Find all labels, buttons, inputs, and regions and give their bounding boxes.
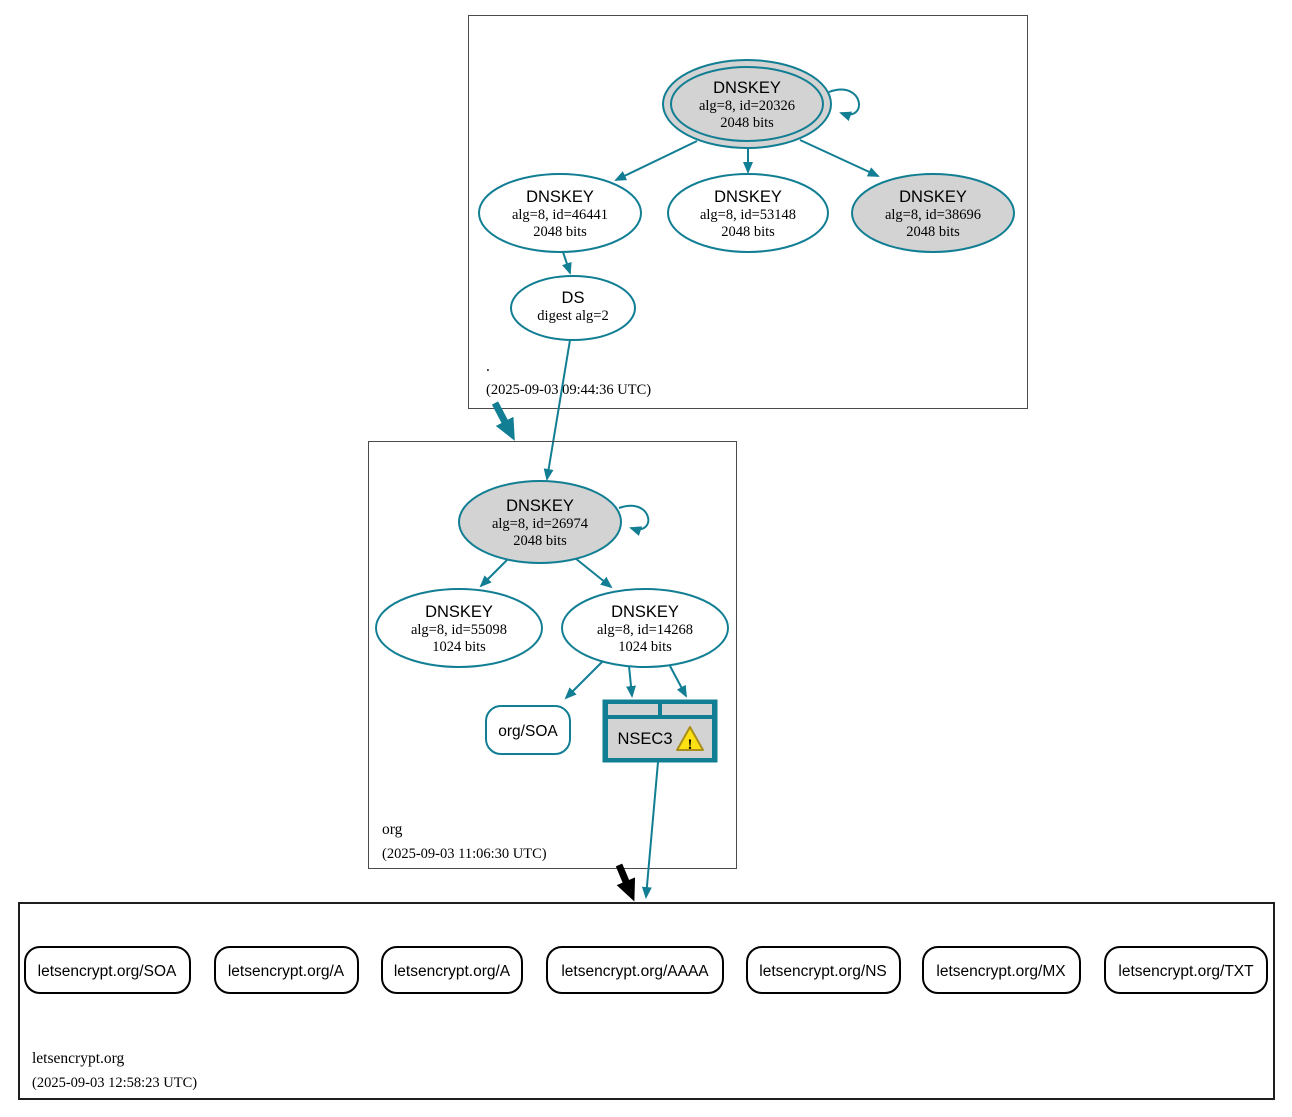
node-root-dnskey-53148[interactable] [668,174,828,252]
edge-key14268-to-nsec3-left [629,666,632,696]
edge-delegation-root-to-org [495,403,506,424]
node-bits: 2048 bits [533,224,587,240]
edge-org-ksk-to-key14268 [575,558,611,587]
node-bits: 2048 bits [721,224,775,240]
node-title: DNSKEY [713,79,781,97]
zone-org [369,442,737,869]
edge-key14268-to-org-soa [566,661,603,698]
nsec3-header-cell-right [662,704,712,715]
node-alg: alg=8, id=38696 [884,207,982,223]
org-ksk-self-sign-loop-arrow [619,506,648,530]
node-bits: 1024 bits [618,639,672,655]
edge-key14268-to-nsec3-right [670,666,686,696]
zone-letsencrypt-timestamp: (2025-09-03 12:58:23 UTC) [32,1075,198,1091]
zone-letsencrypt-border [19,903,1274,1099]
node-title: DNSKEY [899,188,967,206]
rrset-node-soa[interactable] [25,947,190,993]
node-root-ds[interactable] [511,276,635,340]
node-bits: 2048 bits [720,115,774,131]
edge-nsec3-to-letsencrypt [646,762,658,897]
rrset-node-ns[interactable] [747,947,900,993]
node-title: DNSKEY [611,603,679,621]
zone-root-timestamp: (2025-09-03 09:44:36 UTC) [486,382,652,398]
edge-key46441-to-ds [563,252,570,273]
rrset-label: letsencrypt.org/NS [759,963,887,980]
rrset-label: letsencrypt.org/A [393,963,511,980]
zone-root-label: . [486,358,490,375]
warning-exclamation: ! [687,737,693,753]
node-root-dnskey-46441[interactable] [479,174,641,252]
zone-org-timestamp: (2025-09-03 11:06:30 UTC) [382,846,547,862]
node-root-dnskey-20326[interactable] [663,60,831,148]
node-org-dnskey-14268[interactable] [562,589,728,667]
node-alg: alg=8, id=20326 [698,98,796,114]
root-ksk-self-sign-loop-arrow [829,90,859,115]
zone-org-label: org [382,821,403,838]
rrset-node-txt[interactable] [1105,947,1267,993]
rrset-node-a1[interactable] [215,947,358,993]
rrset-label: letsencrypt.org/AAAA [561,963,709,980]
node-bits: 1024 bits [432,639,486,655]
rrset-label: letsencrypt.org/SOA [37,963,177,980]
node-root-dnskey-38696[interactable] [852,174,1014,252]
node-org-dnskey-55098[interactable] [376,589,542,667]
node-title: DNSKEY [425,603,493,621]
edge-ds-to-org-ksk [547,340,570,479]
node-alg: digest alg=2 [537,308,609,324]
rrset-label: letsencrypt.org/MX [936,963,1066,980]
node-title: DNSKEY [526,188,594,206]
node-title: DNSKEY [506,497,574,515]
node-label: NSEC3 [617,730,673,748]
node-org-nsec3[interactable] [603,700,717,762]
zone-letsencrypt-label: letsencrypt.org [32,1050,125,1067]
node-alg: alg=8, id=53148 [699,207,797,223]
node-org-dnskey-26974[interactable] [459,481,621,563]
node-label: org/SOA [498,723,558,740]
zone-letsencrypt [19,903,1274,1099]
rrset-label: letsencrypt.org/A [227,963,345,980]
zone-root [469,16,1028,409]
rrset-node-aaaa[interactable] [547,947,723,993]
edge-delegation-org-to-letsencrypt [619,865,627,884]
edge-root-ksk-to-key38696 [800,140,878,176]
rrset-node-a2[interactable] [382,947,522,993]
nsec3-header-cell-left [608,704,658,715]
node-alg: alg=8, id=46441 [511,207,609,223]
node-alg: alg=8, id=26974 [491,516,589,532]
node-title: DS [561,289,585,307]
node-alg: alg=8, id=55098 [410,622,508,638]
node-org-soa[interactable] [486,706,570,754]
edge-org-ksk-to-key55098 [481,559,508,586]
rrset-node-mx[interactable] [923,947,1080,993]
rrset-label: letsencrypt.org/TXT [1118,963,1254,980]
node-bits: 2048 bits [513,533,567,549]
node-bits: 2048 bits [906,224,960,240]
node-title: DNSKEY [714,188,782,206]
edge-root-ksk-to-key46441 [616,141,697,180]
node-alg: alg=8, id=14268 [596,622,694,638]
